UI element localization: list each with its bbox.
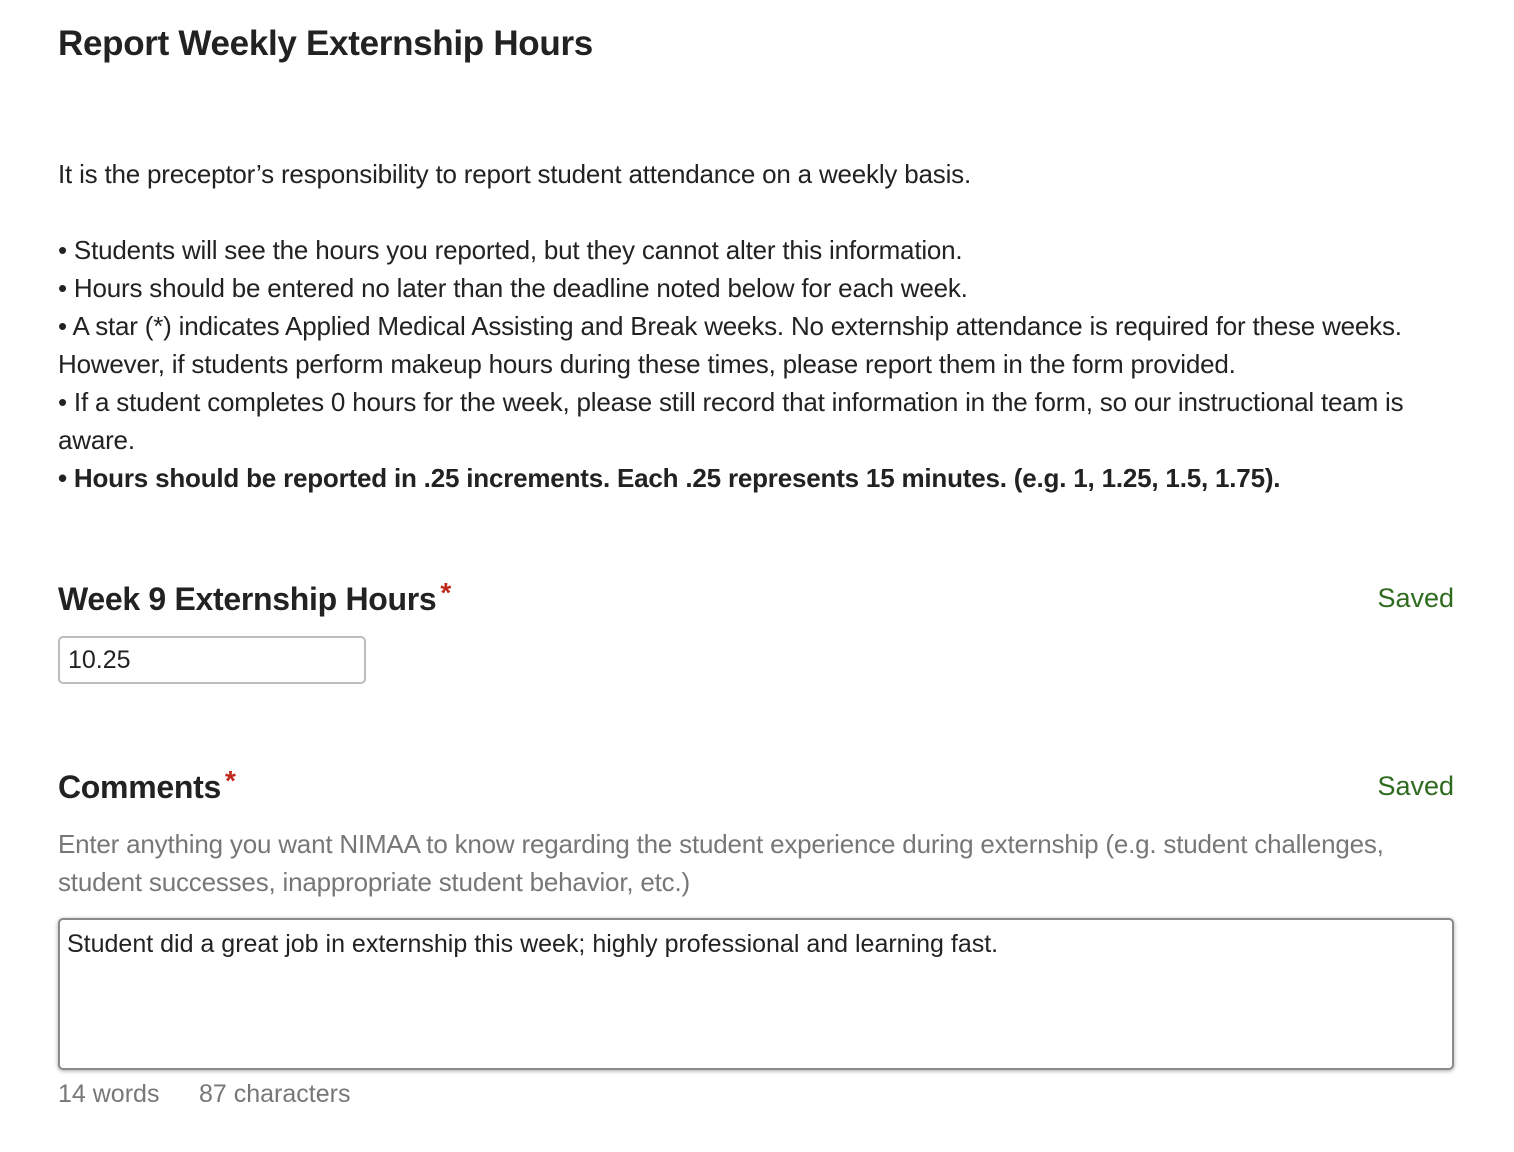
week-hours-input[interactable] xyxy=(58,636,366,684)
instruction-item-increments: • Hours should be reported in .25 increments. Each .25 represents 15 minutes. (e.g. 1, 1.25, 1.5, 1.75). xyxy=(58,463,1281,493)
required-star-icon: * xyxy=(224,765,236,796)
instructions-block xyxy=(58,155,1454,497)
comments-textarea[interactable] xyxy=(58,918,1454,1070)
hours-saved-status: Saved xyxy=(1377,583,1454,613)
instructions-intro: It is the preceptor’s responsibility to report student attendance on a weekly basis. xyxy=(58,159,971,189)
instruction-item: • Students will see the hours you reported, but they cannot alter this information. xyxy=(58,235,963,265)
hours-label-text: Week 9 Externship Hours xyxy=(58,581,437,617)
comments-saved-status: Saved xyxy=(1377,771,1454,801)
page-title: Report Weekly Externship Hours xyxy=(58,24,593,63)
required-star-icon: * xyxy=(440,577,452,608)
comments-label-text: Comments xyxy=(58,769,221,805)
hours-field-label xyxy=(58,577,452,618)
instruction-item: • If a student completes 0 hours for the week, please still record that information in the form, so our instructional team is aware. xyxy=(58,387,1404,455)
instruction-item: • A star (*) indicates Applied Medical Assisting and Break weeks. No externship attendance is required for these weeks. However, if students perform makeup hours during these times, please report them in the form provided. xyxy=(58,311,1402,379)
comments-hint: Enter anything you want NIMAA to know regarding the student experience during externship (e.g. student challenges, student successes, inappropriate student behavior, etc.) xyxy=(58,829,1384,897)
comments-field-label xyxy=(58,765,236,806)
word-count: 14 words xyxy=(58,1080,160,1108)
character-count: 87 characters xyxy=(199,1080,351,1108)
instructions-list xyxy=(58,231,1454,497)
instruction-item: • Hours should be entered no later than the deadline noted below for each week. xyxy=(58,273,968,303)
